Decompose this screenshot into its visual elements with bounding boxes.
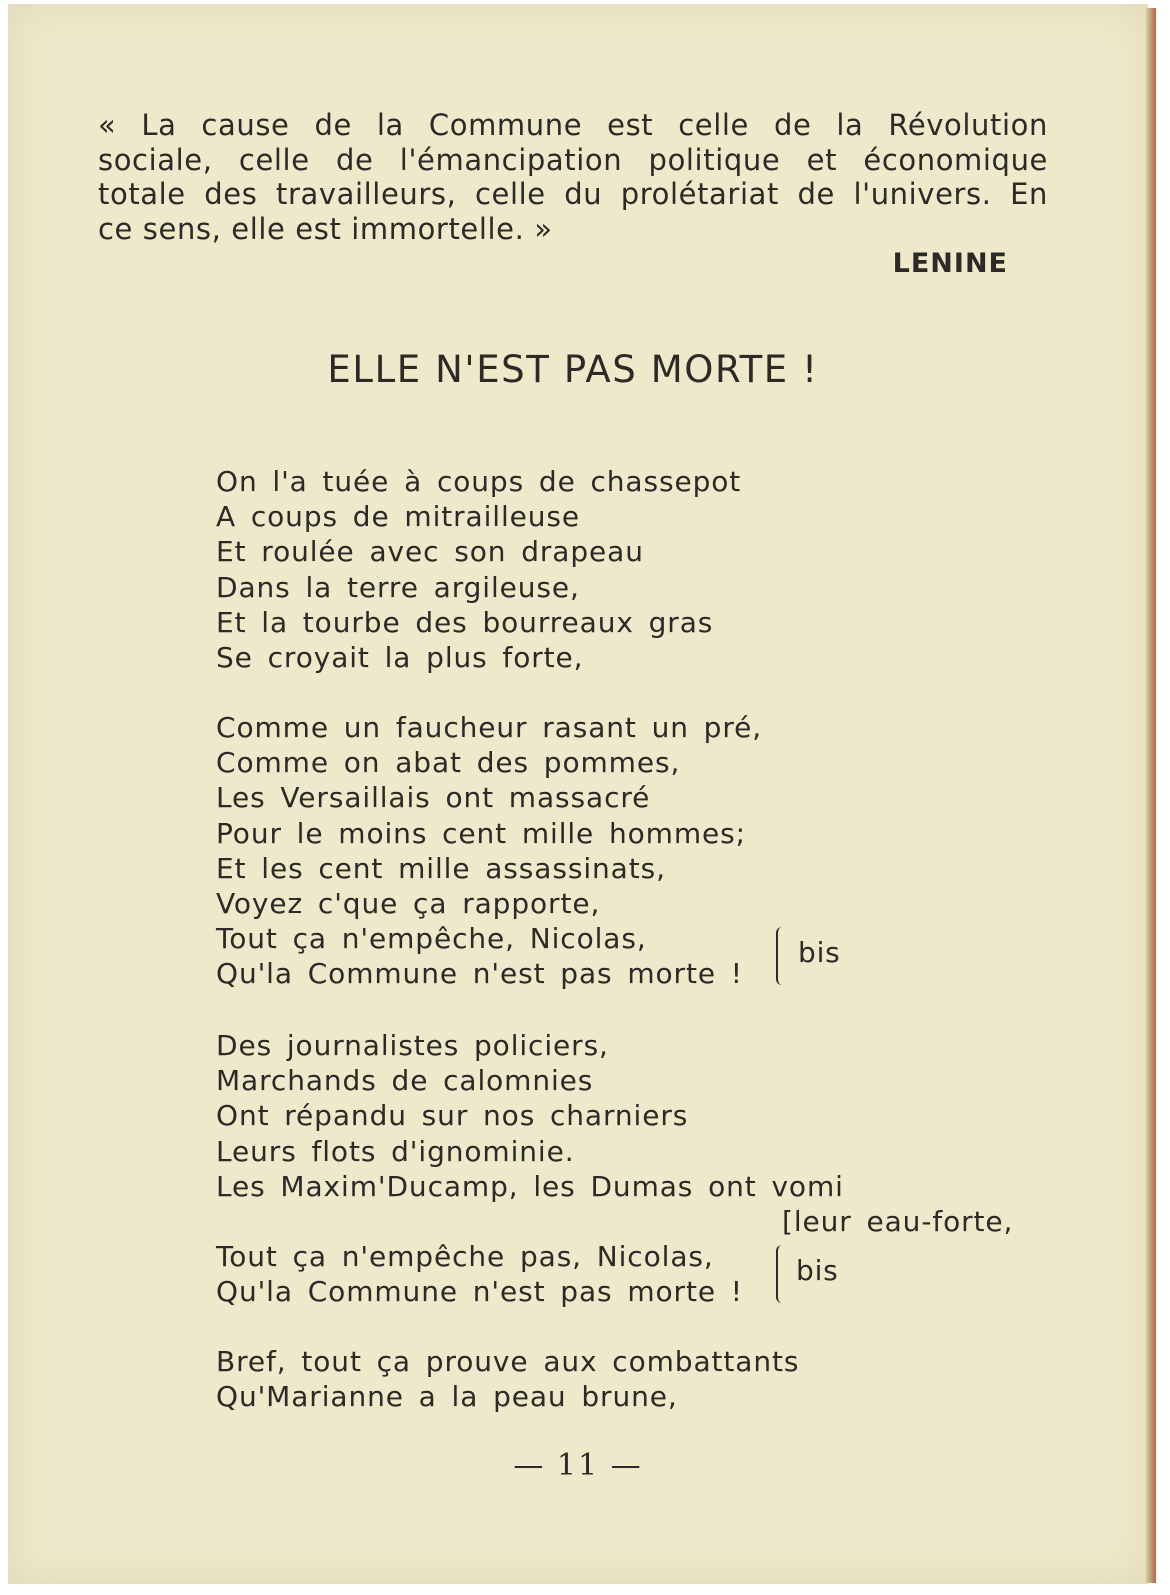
verse-line: Qu'Marianne a la peau brune, — [216, 1380, 678, 1414]
refrain-2 — [216, 1239, 1013, 1309]
stanza-1 — [216, 464, 741, 675]
refrain-line: Tout ça n'empêche, Nicolas, — [216, 922, 647, 956]
verse-line: Se croyait la plus forte, — [216, 640, 584, 674]
quote-line: totale des travailleurs, celle du prolétariat de l'univers. En — [98, 177, 1048, 211]
verse-line: Pour le moins cent mille hommes; — [216, 816, 746, 850]
verse-line: Comme on abat des pommes, — [216, 746, 681, 780]
page-number: — 11 — — [513, 1448, 643, 1483]
epigraph-quote — [98, 108, 1048, 246]
refrain-brace — [776, 1245, 788, 1303]
stanza-3 — [216, 1028, 1013, 1310]
book-page — [8, 4, 1148, 1584]
refrain-brace — [776, 927, 788, 985]
quote-line: « La cause de la Commune est celle de la Révolution — [98, 108, 1048, 142]
verse-line: On l'a tuée à coups de chassepot — [216, 465, 742, 498]
verse-line: Voyez c'que ça rapporte, — [216, 886, 601, 920]
verse-line: A coups de mitrailleuse — [216, 500, 581, 534]
quote-line: sociale, celle de l'émancipation politique et économique — [98, 142, 1048, 177]
verse-line: Des journalistes policiers, — [216, 1029, 609, 1062]
refrain-line: Qu'la Commune n'est pas morte ! — [216, 957, 743, 991]
verse-line: Les Maxim'Ducamp, les Dumas ont vomi — [216, 1169, 844, 1203]
refrain-line: Tout ça n'empêche pas, Nicolas, — [216, 1240, 714, 1274]
stanza-2 — [216, 710, 841, 992]
page-edge — [1146, 8, 1156, 1583]
verse-line: Et roulée avec son drapeau — [216, 535, 644, 569]
stanza-4 — [216, 1344, 799, 1414]
quote-author: LENINE — [892, 248, 1008, 279]
quote-line: ce sens, elle est immortelle. » — [98, 211, 553, 246]
verse-line: Dans la terre argileuse, — [216, 570, 580, 604]
verse-line: Et la tourbe des bourreaux gras — [216, 605, 714, 639]
verse-line: Comme un faucheur rasant un pré, — [216, 711, 763, 744]
bis-label: bis — [796, 1254, 839, 1288]
verse-line: Et les cent mille assassinats, — [216, 851, 666, 885]
verse-line: Ont répandu sur nos charniers — [216, 1099, 689, 1133]
verse-line: Les Versaillais ont massacré — [216, 781, 651, 815]
verse-line-continuation: [leur eau-forte, — [782, 1204, 1014, 1238]
bis-label: bis — [798, 936, 841, 970]
verse-line: Bref, tout ça prouve aux combattants — [216, 1345, 800, 1378]
poem-title: ELLE N'EST PAS MORTE ! — [327, 348, 819, 391]
refrain-1 — [216, 921, 841, 991]
verse-line: Leurs flots d'ignominie. — [216, 1134, 575, 1168]
refrain-line: Qu'la Commune n'est pas morte ! — [216, 1275, 743, 1309]
verse-line: Marchands de calomnies — [216, 1064, 594, 1098]
